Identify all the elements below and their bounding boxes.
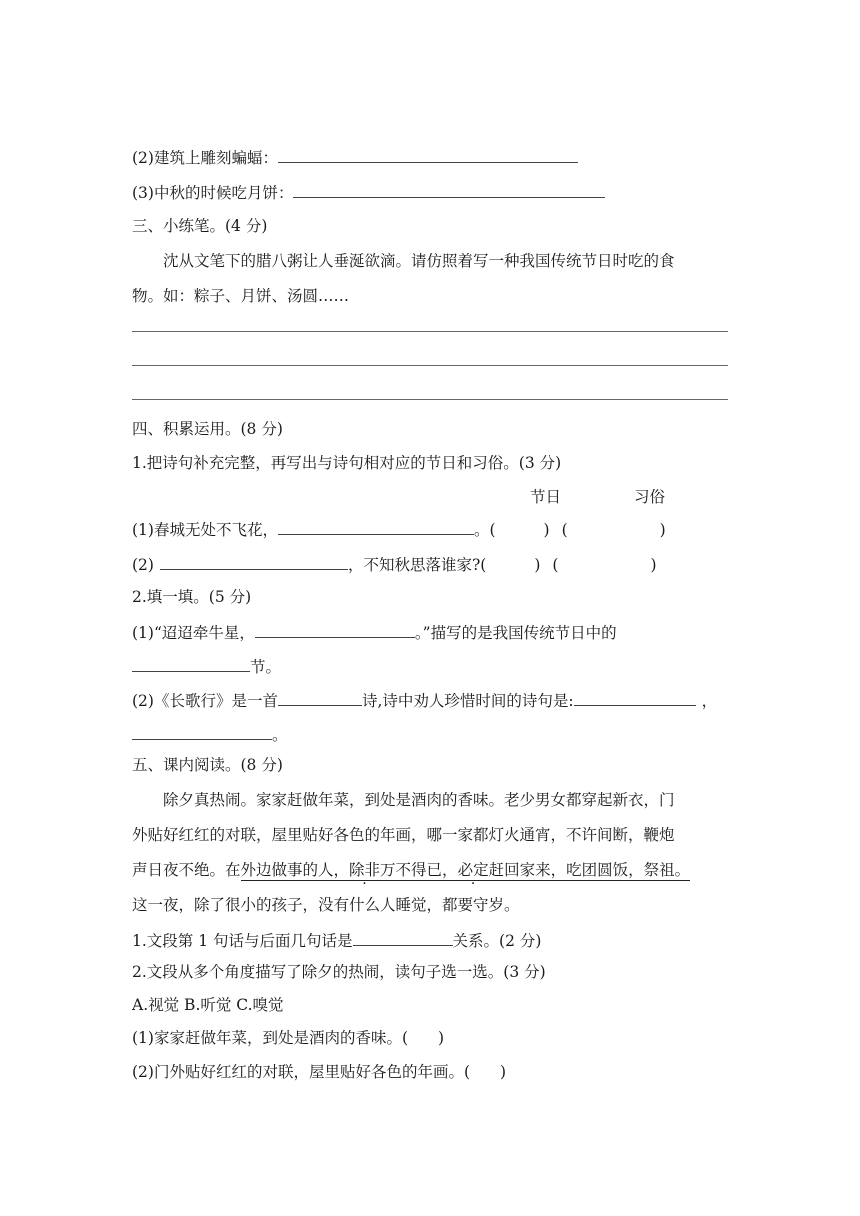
paren-close: ) xyxy=(534,556,541,574)
poem-blank[interactable] xyxy=(255,621,415,638)
writing-line[interactable] xyxy=(132,399,728,400)
paren-open: ( xyxy=(552,556,559,574)
paren-close: ) xyxy=(650,556,657,574)
question-text: (1)“迢迢牵牛星， xyxy=(132,624,255,642)
poem-blank[interactable] xyxy=(160,553,348,570)
answer-blank[interactable] xyxy=(353,929,453,946)
question-label: (2) xyxy=(132,556,154,574)
question-4-2-2 xyxy=(132,689,717,711)
question-text: (3)中秋的时候吃月饼： xyxy=(132,184,294,202)
header-festival: 节日 xyxy=(530,488,562,506)
underlined-phrase: 赶回家来，吃团圆饭，祭祖。 xyxy=(488,861,691,879)
question-4-2-2-cont xyxy=(132,723,288,745)
paren-close: ) xyxy=(659,521,666,539)
question-4-2-1 xyxy=(132,621,617,643)
question-text: 1.文段第 1 句话与后面几句话是 xyxy=(132,932,353,950)
header-custom: 习俗 xyxy=(634,488,666,506)
question-5-2-1 xyxy=(132,1028,444,1048)
options-line: A.视觉 B.听觉 C.嗅觉 xyxy=(132,996,284,1014)
passage-text: 声日夜不绝。在 xyxy=(132,861,241,879)
underlined-phrase: 万不得已， xyxy=(380,861,458,879)
section-4-title: 四、积累运用。(8 分) xyxy=(132,420,283,438)
dotted-word: 除非 xyxy=(349,861,381,879)
punct: ， xyxy=(701,692,718,710)
question-4-2-1-cont xyxy=(132,655,281,677)
question-text: (1)家家赶做年菜，到处是酒肉的香味。( xyxy=(132,1029,409,1047)
paren-close: ) xyxy=(543,521,550,539)
answer-blank[interactable] xyxy=(293,181,605,198)
question-text: (2)建筑上雕刻蝙蝠： xyxy=(132,149,278,167)
question-text: (1)春城无处不飞花， xyxy=(132,521,278,539)
question-4-1-2 xyxy=(132,553,657,575)
section-3-title: 三、小练笔。(4 分) xyxy=(132,217,268,235)
paren-open: ( xyxy=(561,521,568,539)
question-text: 关系。(2 分) xyxy=(452,932,542,950)
poem-type-blank[interactable] xyxy=(278,689,362,706)
question-4-2: 2.填一填。(5 分) xyxy=(132,588,252,606)
question-4-1: 1.把诗句补充完整，再写出与诗句相对应的节日和习俗。(3 分) xyxy=(132,454,562,472)
paren-close: ) xyxy=(500,1063,507,1081)
underlined-phrase: 外边做事的人， xyxy=(240,861,350,879)
passage-line1: 除夕真热闹。家家赶做年菜，到处是酒肉的香味。老少男女都穿起新衣，门 xyxy=(163,791,675,809)
question-2-2 xyxy=(132,146,578,168)
passage-line3 xyxy=(132,860,690,880)
punct: 。( xyxy=(473,521,496,539)
section-5-title: 五、课内阅读。(8 分) xyxy=(132,756,283,774)
question-5-2-2 xyxy=(132,1062,506,1082)
poem-line-blank[interactable] xyxy=(132,723,272,740)
question-text: 。”描写的是我国传统节日中的 xyxy=(414,624,617,642)
dotted-word: 必定 xyxy=(457,861,489,879)
passage-line4: 这一夜，除了很小的孩子，没有什么人睡觉，都要守岁。 xyxy=(132,896,520,914)
passage-line2: 外贴好红红的对联，屋里贴好各色的年画，哪一家都灯火通宵，不许间断，鞭炮 xyxy=(132,826,675,844)
festival-blank[interactable] xyxy=(132,655,250,672)
poem-blank[interactable] xyxy=(278,518,474,535)
question-5-1 xyxy=(132,929,541,951)
question-5-2: 2.文段从多个角度描写了除夕的热闹，读句子选一选。(3 分) xyxy=(132,963,546,981)
writing-line[interactable] xyxy=(132,331,728,332)
punct: 。 xyxy=(272,726,288,744)
section-3-paragraph-line2: 物。如：粽子、月饼、汤圆…… xyxy=(132,287,350,305)
question-text: 诗,诗中劝人珍惜时间的诗句是: xyxy=(361,692,574,710)
question-text: (2)《长歌行》是一首 xyxy=(132,692,278,710)
poem-line-blank[interactable] xyxy=(574,689,696,706)
paren-close: ) xyxy=(438,1029,445,1047)
question-4-1-1 xyxy=(132,518,666,540)
question-text: ，不知秋思落谁家?( xyxy=(347,556,487,574)
section-3-paragraph-line1: 沈从文笔下的腊八粥让人垂涎欲滴。请仿照着写一种我国传统节日时吃的食 xyxy=(163,252,675,270)
question-text: 节。 xyxy=(250,658,282,676)
question-2-3 xyxy=(132,181,605,203)
question-text: (2)门外贴好红红的对联，屋里贴好各色的年画。( xyxy=(132,1063,471,1081)
answer-blank[interactable] xyxy=(278,146,578,163)
writing-line[interactable] xyxy=(132,365,728,366)
